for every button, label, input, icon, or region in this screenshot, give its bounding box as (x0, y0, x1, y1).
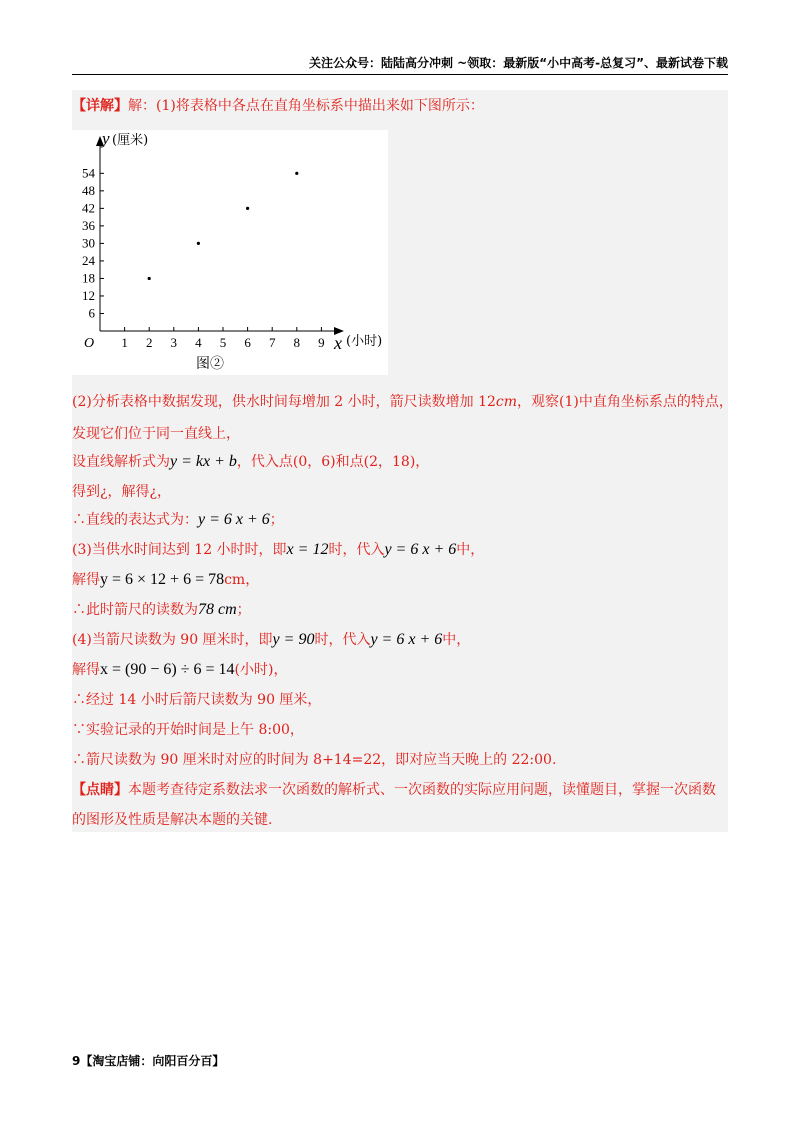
comment-bracket: 【点睛】 (72, 782, 128, 798)
y-axis-unit: (厘米) (112, 133, 149, 148)
step4-text: (4)当箭尺读数为 90 厘米时，即 (72, 632, 273, 648)
line-step4 (72, 630, 470, 650)
y-tick-label: 18 (82, 270, 95, 286)
step4-solve-unit: (小时) (234, 662, 274, 678)
x-tick-label: 2 (145, 335, 153, 350)
line-comment-heading (72, 780, 716, 800)
step3-math2: y = 6 x + 6 (384, 541, 457, 558)
line-conclusion (72, 750, 556, 770)
comment-cont-text: 的图形及性质是解决本题的关键. (72, 812, 273, 828)
x-tick-label: 7 (268, 335, 276, 350)
line-solve (72, 482, 171, 502)
expression-math: y = 6 x + 6 (198, 511, 270, 528)
step4-mid: 时，代入 (314, 632, 371, 648)
data-point (295, 172, 298, 175)
line-detail-heading (72, 96, 484, 116)
step4-solve-math: x = (90 − 6) ÷ 6 = 14 (100, 661, 235, 678)
line-set-eq (72, 452, 429, 472)
origin-label: O (84, 336, 95, 351)
step2-text: (2)分析表格中数据发现，供水时间每增加 2 小时，箭尺读数增加 12 (72, 394, 496, 410)
x-tick-label: 3 (170, 335, 178, 350)
expression-tail: ； (269, 512, 284, 528)
step3-result-math: 78 cm (198, 601, 237, 618)
x-tick-label: 8 (293, 335, 301, 350)
scatter-chart (72, 130, 388, 375)
y-tick-label: 42 (82, 200, 95, 216)
header-text: 关注公众号：陆陆高分冲刺 ~领取：最新版“小中高考-总复习”、最新试卷下载 (309, 56, 728, 70)
step3-text: (3)当供水时间达到 12 小时时，即 (72, 542, 287, 558)
y-tick-label: 24 (82, 252, 95, 268)
y-tick-label: 30 (82, 235, 95, 251)
chart-caption: 图② (196, 356, 224, 372)
line-step3-solve (72, 570, 259, 590)
step3-math1: x = 12 (286, 541, 329, 558)
data-point (246, 207, 249, 210)
line-step2-cont (72, 424, 240, 444)
y-tick-label: 54 (82, 165, 95, 181)
x-tick-label: 5 (219, 335, 227, 350)
step3-tail: 中， (456, 542, 485, 558)
data-point (148, 277, 151, 280)
start-time-text: ∵实验记录的开始时间是上午 8:00， (72, 722, 304, 738)
conclusion-text: ∴箭尺读数为 90 厘米时对应的时间为 8+14=22，即对应当天晚上的 22:00. (72, 752, 557, 768)
solve-text: 得到¿，解得¿， (72, 484, 172, 500)
line-step3 (72, 540, 484, 560)
y-tick-label: 36 (82, 217, 95, 233)
step4-math1: y = 90 (272, 631, 315, 648)
x-axis-unit: (小时) (346, 334, 383, 349)
step4-math2: y = 6 x + 6 (370, 631, 443, 648)
x-tick-label: 4 (195, 335, 202, 350)
line-step3-result (72, 600, 251, 620)
y-tick-label: 48 (82, 182, 95, 198)
set-eq-tail: ，代入点(0，6)和点(2，18)， (236, 454, 430, 470)
step2-tail: ，观察(1)中直角坐标系点的特点， (517, 394, 733, 410)
detail-text: 解：(1)将表格中各点在直角坐标系中描出来如下图所示： (128, 98, 484, 114)
set-eq-text: 设直线解析式为 (72, 454, 170, 470)
step3-solve-math: y = 6 × 12 + 6 = 78 (100, 571, 225, 588)
line-expression (72, 510, 284, 530)
step3-result-tail: ； (236, 602, 251, 618)
step3-solve-text: 解得 (72, 572, 100, 588)
detail-bracket: 【详解】 (72, 98, 128, 114)
after-14h-text: ∴经过 14 小时后箭尺读数为 90 厘米， (72, 692, 322, 708)
page-header (72, 54, 728, 75)
step3-result-text: ∴此时箭尺的读数为 (72, 602, 198, 618)
data-point (197, 242, 200, 245)
solution-content (72, 90, 733, 832)
y-tick-label: 12 (82, 287, 95, 303)
step3-mid: 时，代入 (328, 542, 385, 558)
expression-text: ∴直线的表达式为： (72, 512, 198, 528)
y-tick-label: 6 (88, 305, 95, 321)
step3-solve-tail: cm， (224, 572, 260, 588)
step4-solve-tail: ， (273, 662, 288, 678)
step2-cont-text: 发现它们位于同一直线上， (72, 426, 240, 442)
footer-text: 9【淘宝店铺：向阳百分百】 (72, 1054, 225, 1068)
x-axis-var: x (334, 333, 342, 353)
comment-text: 本题考查待定系数法求一次函数的解析式、一次函数的实际应用问题，读懂题目，掌握一次函数 (128, 782, 716, 798)
line-step4-solve (72, 660, 287, 680)
page-footer (72, 1052, 224, 1069)
set-eq-math: y = kx + b (170, 453, 237, 470)
line-after-14h (72, 690, 321, 710)
line-comment-cont (72, 810, 272, 830)
line-step2 (72, 392, 733, 412)
step2-unit: cm (495, 394, 518, 410)
x-tick-label: 6 (244, 335, 251, 350)
step4-tail: 中， (442, 632, 471, 648)
x-tick-label: 1 (121, 335, 128, 350)
y-axis-var: y (102, 130, 110, 148)
scatter-chart-svg (72, 130, 388, 375)
step4-solve-text: 解得 (72, 662, 100, 678)
x-tick-label: 9 (318, 335, 325, 350)
line-start-time (72, 720, 304, 740)
